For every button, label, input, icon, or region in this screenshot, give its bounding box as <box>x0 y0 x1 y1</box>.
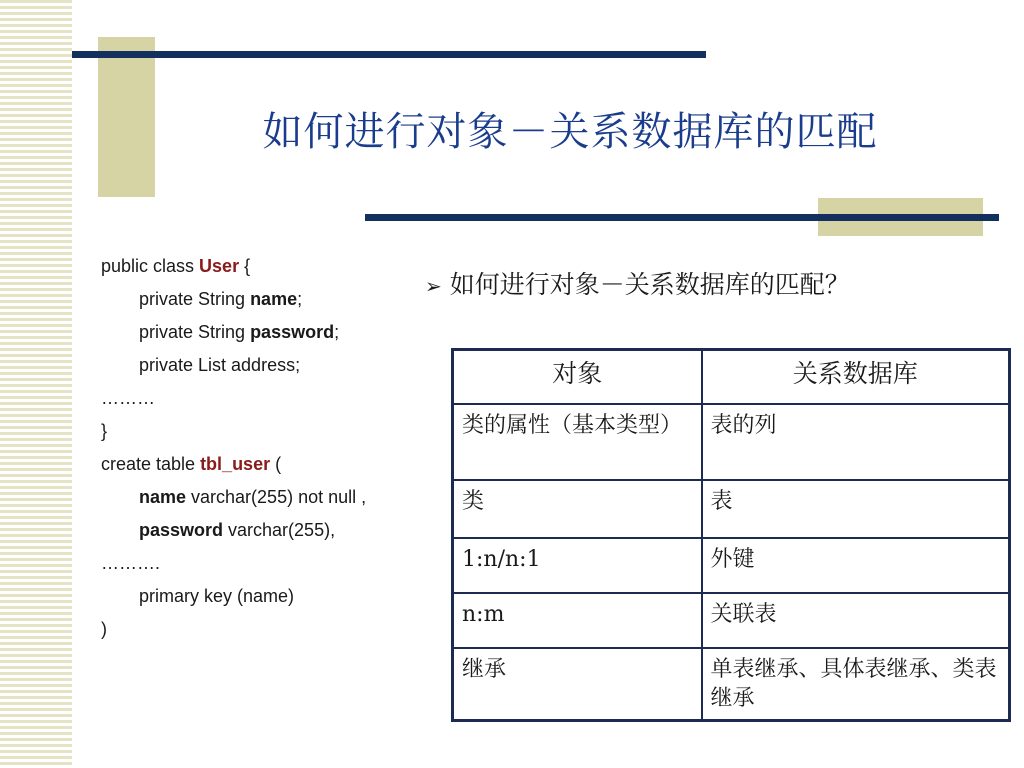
tan-block-top <box>98 37 155 197</box>
code-line: ……… <box>101 388 155 408</box>
code-line: primary key (name) <box>139 586 295 606</box>
code-text: private String <box>139 289 251 309</box>
code-text: private String <box>139 322 251 342</box>
code-text: create table <box>101 454 201 474</box>
code-line <box>101 288 411 310</box>
code-block <box>101 255 411 651</box>
table-cell: 单表继承、具体表继承、类表继承 <box>702 648 1010 721</box>
code-line: ) <box>101 619 107 639</box>
table-cell: 表的列 <box>702 404 1010 480</box>
code-line <box>101 453 411 475</box>
code-text: public class <box>101 256 200 276</box>
field-name: name <box>250 289 298 309</box>
code-text: ( <box>270 454 282 474</box>
navy-bar-top <box>72 51 706 58</box>
code-text: { <box>239 256 251 276</box>
slide-title: 如何进行对象－关系数据库的匹配 <box>262 109 878 155</box>
code-text: varchar(255), <box>223 520 336 540</box>
table-cell: 表 <box>702 480 1010 538</box>
code-line <box>101 486 411 508</box>
bullet-text: 如何进行对象－关系数据库的匹配？ <box>449 270 850 299</box>
table-header-row <box>453 350 1010 404</box>
code-line: } <box>101 421 108 441</box>
navy-bar-right <box>365 214 999 221</box>
code-line: ………. <box>101 553 161 573</box>
mapping-table <box>451 348 1011 722</box>
table-row <box>453 538 1010 593</box>
code-text: ; <box>334 322 340 342</box>
table-row <box>453 648 1010 721</box>
table-cell: 继承 <box>453 648 702 721</box>
table-row <box>453 480 1010 538</box>
code-line <box>101 321 411 343</box>
table-cell: 1:n/n:1 <box>453 538 702 593</box>
class-name: User <box>199 256 240 276</box>
table-cell: 外键 <box>702 538 1010 593</box>
code-line: private List address; <box>139 355 301 375</box>
code-line <box>101 519 411 541</box>
field-password: password <box>250 322 335 342</box>
table-row <box>453 404 1010 480</box>
left-stripe-decoration <box>0 0 72 768</box>
table-row <box>453 593 1010 648</box>
code-text: varchar(255) not null , <box>186 487 367 507</box>
header-relational-db: 关系数据库 <box>702 350 1010 404</box>
table-cell: 类 <box>453 480 702 538</box>
bullet-question <box>425 265 1015 301</box>
header-object: 对象 <box>453 350 702 404</box>
table-cell: 关联表 <box>702 593 1010 648</box>
table-name: tbl_user <box>200 454 271 474</box>
table-cell: 类的属性（基本类型） <box>453 404 702 480</box>
table-cell: n:m <box>453 593 702 648</box>
column-password: password <box>139 520 224 540</box>
code-text: ; <box>297 289 303 309</box>
column-name: name <box>139 487 187 507</box>
code-line <box>101 255 411 277</box>
arrow-bullet-icon: ➢ <box>425 274 442 298</box>
